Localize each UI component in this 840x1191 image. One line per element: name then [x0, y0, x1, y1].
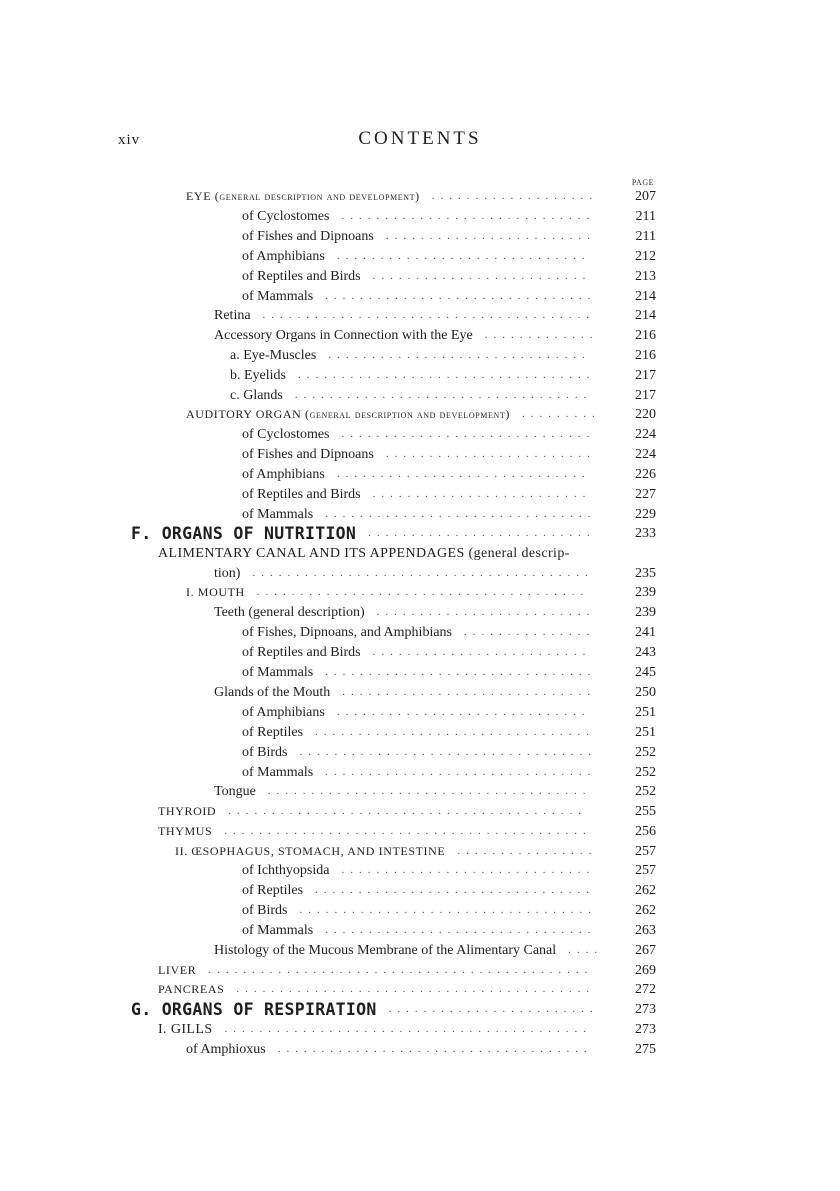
toc-entry [0, 881, 840, 900]
toc-entry [0, 663, 840, 682]
toc-entry-label: Retina [214, 308, 251, 323]
toc-entry-page: 214 [635, 289, 656, 304]
toc-entry [0, 207, 840, 226]
toc-entry-label: tion) [214, 566, 241, 581]
toc-entry [0, 326, 840, 345]
leader-dots: ............... [464, 626, 596, 638]
toc-entry-page: 226 [635, 467, 656, 482]
page-column-label: PAGE [631, 178, 654, 187]
toc-entry-label: ALIMENTARY CANAL AND ITS APPENDAGES (general descrip- [158, 546, 570, 561]
toc-entry [0, 544, 840, 563]
leader-dots: ............................. [341, 210, 596, 222]
leader-dots: .......................................... [224, 1023, 593, 1035]
toc-entry [0, 743, 840, 762]
leader-dots: ............................. [336, 250, 591, 262]
toc-entry [0, 623, 840, 642]
page-title: CONTENTS [358, 128, 482, 149]
toc-entry-page: 239 [635, 605, 656, 620]
toc-entry-label: of Reptiles and Birds [242, 487, 361, 502]
toc-entry-label: of Birds [242, 903, 288, 918]
toc-entry [0, 465, 840, 484]
toc-entry [0, 287, 840, 306]
toc-entry-label: THYMUS [158, 824, 213, 838]
toc-entry-label: THYROID [158, 804, 217, 818]
toc-entry-page: 235 [635, 566, 656, 581]
toc-entry-label: EYE (general description and development) [186, 189, 420, 203]
leader-dots: ............................... [325, 766, 597, 778]
toc-entry [0, 1040, 840, 1059]
leader-dots: ................ [457, 845, 598, 857]
toc-entry-label: of Mammals [242, 923, 314, 938]
toc-entry-label: II. ŒSOPHAGUS, STOMACH, AND INTESTINE [175, 844, 446, 858]
toc-entry-label: Glands of the Mouth [214, 685, 331, 700]
toc-entry [0, 524, 840, 543]
toc-entry-page: 241 [635, 625, 656, 640]
toc-entry-page: 263 [635, 923, 656, 938]
toc-entry-page: 224 [635, 447, 656, 462]
toc-entry-label: b. Eyelids [230, 368, 286, 383]
leader-dots: .......................... [368, 527, 596, 539]
toc-entry [0, 980, 840, 999]
toc-entry-label: of Reptiles [242, 883, 304, 898]
toc-entry-label: a. Eye-Muscles [230, 348, 317, 363]
toc-entry-label: of Amphibians [242, 467, 325, 482]
toc-entry [0, 306, 840, 325]
toc-entry-label: Teeth (general description) [214, 605, 365, 620]
toc-entry-label: of Mammals [242, 765, 314, 780]
leader-dots: ............................... [325, 290, 597, 302]
toc-entry [0, 405, 840, 424]
toc-entry [0, 643, 840, 662]
leader-dots: ...................................... [256, 586, 590, 598]
toc-entry [0, 485, 840, 504]
leader-dots: ......... [521, 408, 601, 420]
toc-entry-label: of Reptiles [242, 725, 304, 740]
toc-entry-label: of Mammals [242, 289, 314, 304]
toc-entry-page: 217 [635, 368, 656, 383]
toc-entry-label: of Mammals [242, 507, 314, 522]
toc-entry-page: 255 [635, 804, 656, 819]
toc-entry-label: of Amphibians [242, 705, 325, 720]
toc-entry-page: 262 [635, 883, 656, 898]
toc-entry-label: of Fishes and Dipnoans [242, 447, 374, 462]
toc-entry [0, 564, 840, 583]
toc-entry-label: of Amphibians [242, 249, 325, 264]
toc-entry [0, 247, 840, 266]
toc-entry [0, 366, 840, 385]
toc-entry-label: of Birds [242, 745, 288, 760]
leader-dots: ............................. [342, 686, 597, 698]
toc-entry-page: 212 [635, 249, 656, 264]
toc-entry-label: of Ichthyopsida [242, 863, 330, 878]
toc-entry-label: I. MOUTH [186, 585, 245, 599]
leader-dots: ............................. [341, 864, 596, 876]
toc-entry [0, 425, 840, 444]
toc-entry [0, 346, 840, 365]
toc-entry-page: 211 [635, 209, 656, 224]
page-number: xiv [118, 132, 141, 148]
toc-entry-page: 262 [635, 903, 656, 918]
leader-dots: ..................................... [267, 785, 592, 797]
toc-entry-page: 207 [635, 189, 656, 204]
toc-entry-page: 214 [635, 308, 656, 323]
toc-entry-page: 233 [635, 526, 656, 541]
toc-entry-page: 227 [635, 487, 656, 502]
toc-entry [0, 842, 840, 861]
toc-entry-label: of Fishes, Dipnoans, and Amphibians [242, 625, 452, 640]
toc-entry [0, 187, 840, 206]
leader-dots: ...................................... [262, 309, 596, 321]
leader-dots: ......................... [372, 488, 592, 500]
toc-entry-page: 252 [635, 765, 656, 780]
toc-entry-page: 273 [635, 1002, 656, 1017]
toc-entry-page: 252 [635, 784, 656, 799]
leader-dots: ............................... [325, 508, 597, 520]
toc-entry-label: I. GILLS [158, 1022, 213, 1037]
leader-dots: .............................. [328, 349, 591, 361]
toc-entry-page: 211 [635, 229, 656, 244]
leader-dots: .................................. [299, 746, 597, 758]
leader-dots: ............................................ [208, 964, 594, 976]
toc-entry-label: Histology of the Mucous Membrane of the Alimentary Canal [214, 943, 557, 958]
toc-entry-label: Tongue [214, 784, 256, 799]
leader-dots: ......................................... [236, 983, 596, 995]
toc-entry-page: 245 [635, 665, 656, 680]
toc-entry-label: of Mammals [242, 665, 314, 680]
toc-entry [0, 445, 840, 464]
leader-dots: ................... [431, 190, 598, 202]
leader-dots: ............................. [341, 428, 596, 440]
leader-dots: ............................. [336, 706, 591, 718]
toc-entry-page: 273 [635, 1022, 656, 1037]
toc-entry-label: Accessory Organs in Connection with the Eye [214, 328, 473, 343]
toc-entry-page: 251 [635, 725, 656, 740]
toc-entry-page: 243 [635, 645, 656, 660]
toc-entry-page: 213 [635, 269, 656, 284]
toc-entry-page: 217 [635, 388, 656, 403]
leader-dots: .... [568, 944, 604, 956]
toc-entry-label: of Reptiles and Birds [242, 269, 361, 284]
leader-dots: ................................ [315, 726, 596, 738]
toc-entry-page: 251 [635, 705, 656, 720]
toc-entry [0, 505, 840, 524]
toc-entry-page: 257 [635, 863, 656, 878]
toc-entry-label: of Amphioxus [186, 1042, 266, 1057]
toc-entry-page: 220 [635, 407, 656, 422]
toc-entry [0, 683, 840, 702]
toc-entry-page: 239 [635, 585, 656, 600]
leader-dots: ........................ [385, 230, 596, 242]
toc-entry [0, 921, 840, 940]
toc-entry-page: 224 [635, 427, 656, 442]
toc-entry [0, 763, 840, 782]
leader-dots: ................................ [315, 884, 596, 896]
toc-entry [0, 227, 840, 246]
toc-entry-page: 250 [635, 685, 656, 700]
toc-entry-label: of Fishes and Dipnoans [242, 229, 374, 244]
toc-entry-page: 256 [635, 824, 656, 839]
toc-entry-page: 269 [635, 963, 656, 978]
toc-entry [0, 386, 840, 405]
leader-dots: ............................... [325, 924, 597, 936]
leader-dots: ............................. [336, 468, 591, 480]
leader-dots: ........................ [385, 448, 596, 460]
toc-entry [0, 861, 840, 880]
toc-entry-page: 267 [635, 943, 656, 958]
toc-entry [0, 941, 840, 960]
toc-entry-page: 275 [635, 1042, 656, 1057]
leader-dots: .................................. [299, 904, 597, 916]
leader-dots: ......................... [376, 606, 596, 618]
toc-entry-label: G. ORGANS OF RESPIRATION [131, 1000, 377, 1019]
leader-dots: ........................ [388, 1003, 599, 1015]
toc-entry-label: AUDITORY ORGAN (general description and development) [186, 407, 510, 421]
toc-entry-page: 252 [635, 745, 656, 760]
toc-entry-label: of Reptiles and Birds [242, 645, 361, 660]
leader-dots: ......................... [372, 270, 592, 282]
toc-entry-page: 216 [635, 328, 656, 343]
toc-entry-page: 216 [635, 348, 656, 363]
leader-dots: .................................... [277, 1043, 593, 1055]
toc-entry-label: LIVER [158, 963, 197, 977]
toc-entry [0, 583, 840, 602]
toc-entry-page: 257 [635, 844, 656, 859]
toc-entry-label: F. ORGANS OF NUTRITION [131, 524, 357, 543]
leader-dots: ............................... [325, 666, 597, 678]
toc-entry [0, 703, 840, 722]
toc-entry [0, 822, 840, 841]
toc-entry-label: of Cyclostomes [242, 427, 330, 442]
leader-dots: .......................................... [224, 825, 592, 837]
toc-entry [0, 1020, 840, 1039]
toc-entry [0, 802, 840, 821]
leader-dots: ......................... [372, 646, 592, 658]
leader-dots: ....................................... [252, 567, 594, 579]
toc-entry-page: 272 [635, 982, 656, 997]
toc-entry-label: PANCREAS [158, 982, 225, 996]
leader-dots: ......................................... [228, 805, 587, 817]
toc-entry [0, 961, 840, 980]
toc-entry [0, 267, 840, 286]
toc-entry [0, 782, 840, 801]
toc-entry-label: of Cyclostomes [242, 209, 330, 224]
toc-entry-label: c. Glands [230, 388, 283, 403]
leader-dots: .................................. [298, 369, 596, 381]
leader-dots: ............. [484, 329, 599, 341]
toc-entry [0, 1000, 840, 1019]
leader-dots: .................................. [294, 389, 593, 401]
toc-entry [0, 603, 840, 622]
toc-entry [0, 723, 840, 742]
toc-entry [0, 901, 840, 920]
toc-entry-page: 229 [635, 507, 656, 522]
